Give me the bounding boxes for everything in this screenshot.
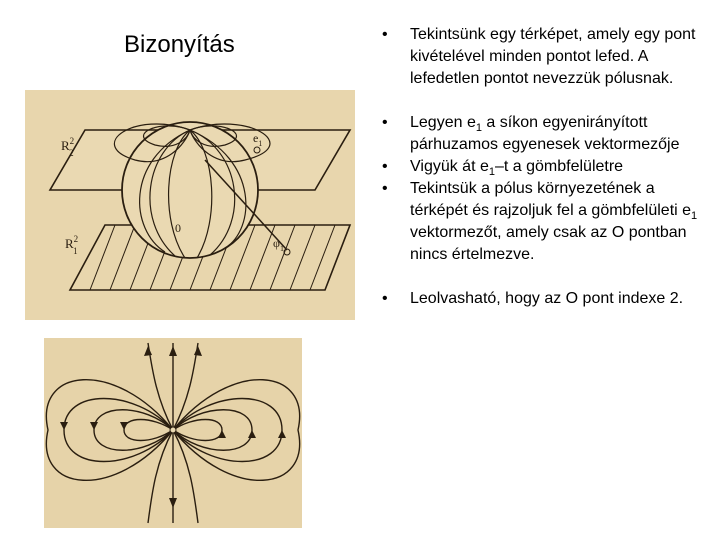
vector-label: e	[253, 131, 259, 145]
svg-text:φ1: $\varphi_1$	[273, 236, 284, 253]
sphere	[122, 122, 258, 258]
bullet-item	[382, 156, 702, 178]
bullet-item	[382, 288, 702, 310]
dipole-field-figure	[44, 338, 302, 528]
bullet-text: Tekintsük a pólus környezetének a térképét és rajzoljuk fel a gömbfelületi $e_1$ vektormezőt, amely csak az O pontban nincs értelmezve.	[410, 180, 698, 263]
origin-point	[170, 427, 176, 433]
bullet-text: Vigyük át $e_1-t$ a gömbfelületre	[410, 158, 624, 179]
bullet-item	[382, 112, 702, 156]
plane-top-label: R	[61, 138, 70, 153]
svg-text:e1: $e_1$	[253, 131, 263, 148]
sphere-projection-figure	[25, 90, 355, 320]
bullet-item	[382, 24, 702, 90]
bullet-marker: •	[382, 26, 388, 43]
map-label: φ	[273, 236, 280, 250]
dipole-field-drawing	[44, 338, 302, 528]
bullet-marker: •	[382, 290, 388, 307]
sphere-projection-drawing	[25, 90, 355, 320]
slide-title: Bizonyítás	[124, 31, 235, 58]
bullet-text: Legyen $e_1$ a síkon egyenirányított párhuzamos egyenesek vektormezője	[410, 114, 680, 153]
svg-text:R21: $R^2$ 1	[65, 234, 79, 256]
bullet-text: Leolvasható, hogy az O pont indexe 2.	[410, 290, 684, 307]
bullet-marker: •	[382, 114, 388, 131]
bullet-item	[382, 178, 702, 266]
bullet-text: Tekintsünk egy térképet, amely egy pont kivételével minden pontot lefed. A lefedetlen pontot nevezzük pólusnak.	[410, 26, 696, 87]
plane-bottom-label: R	[65, 236, 74, 251]
bullet-marker: •	[382, 180, 388, 197]
bullet-list	[382, 24, 702, 310]
point-label: 0	[175, 221, 181, 235]
svg-text:R22: $R^2$ 2	[61, 136, 75, 158]
bullet-marker: •	[382, 158, 388, 175]
